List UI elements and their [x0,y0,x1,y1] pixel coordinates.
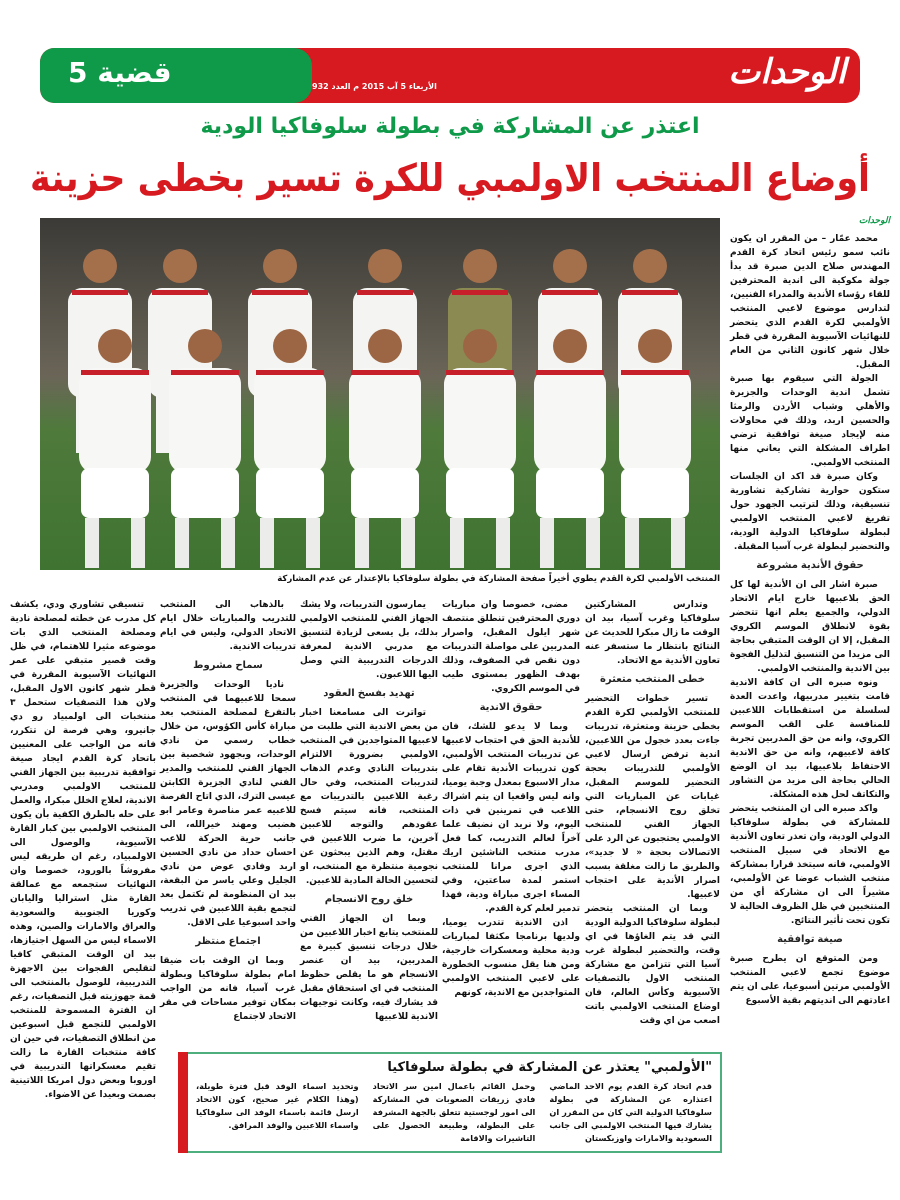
box-column: قدم اتحاد كرة القدم يوم الاحد الماضي اعتذاره عن المشاركة في بطولة سلوفاكيا الدولية التي كان من المقرر ان يشارك فيها المنتخب الاولمبي الى جانب السعودية والامارات واوزبكستان [549,1081,712,1143]
paragraph: ونوه صبره الى ان كافة الاندية قامت بتغيير مدربيها، واعدت العدة لسلسلة من استقطابات اللاعبين للمنافسة على القب الموسم الكروي، وانه من حق المدربين تجربة كافة لاعبيهم، وانه من حق الاندية الاحتفاظ بلاعبيها، بيد ان الوضع الحالي بحاجة الى مزيد من التشاور والتكاتف لحل هذه المشكلة. [730,678,890,800]
article-column-2 [585,598,720,1028]
article-source: الوحدات [858,216,890,226]
team-photo [40,218,720,570]
article-kicker: اعتذر عن المشاركة في بطولة سلوفاكيا الودية [200,114,700,139]
paragraph: صبرة اشار الى ان الأندية لها كل الحق بلاعبيها خارج ايام الاتحاد الدولي، والجميع يعلم انها تتحضر بقوة لانطلاق الموسم الكروي المقبل، إلا ان الوقت المتبقي بحاجة الى مزيدا من التنسيق لتذليل الفجوة بين الاندية والمنتخب الاولمبي. [730,580,890,674]
subheading: سماح مشروط [193,660,263,671]
issue-date: الأربعاء 5 آب 2015 م العدد 932 [312,82,437,91]
paragraph: وبما ان الوقت بات ضيقا امام بطولة سلوفاكيا وبطولة غرب آسيا، فانه من الواجب بمكان توفير مساحات في مقر الاتحاد لاجتماع [160,956,296,1022]
subheading: حقوق الأندية مشروعة [756,560,864,571]
section-label: قضية 5 [68,56,172,89]
article-column-1 [730,214,890,1008]
subheading: صيغة توافقية [777,934,843,945]
paragraph: مضى، خصوصا وان مباريات دوري المحترفين تنطلق منتصف شهر ايلول المقبل، واصرار المدربين على مواصلة التدريبات دون نقص في الصفوف، وذلك بهدف الظهور بمستوى طيب في الموسم الكروي. [442,600,580,694]
paragraph: يمارسون التدريبات، ولا يشك الجهاز الفني للمنتخب الاولمبي بذلك، بل يسعى لزيادة لتنسيق مع مدربي الاندية لمعرفة الدرجات التدريبية التي وصل اليها اللاعبون. [300,600,438,680]
subheading: تهديد بفسخ العقود [323,688,415,699]
paragraph: اذن الاندية تتدرب يوميا، ولديها برنامجا مكثفا لمباريات ودية محلية ومعسكرات خارجية، ومن هنا يقل منسوب الخطورة على لاعبي المنتخب الاولمبي المتواجدين مع الاندية، كونهم [442,918,580,998]
article-headline: أوضاع المنتخب الاولمبي للكرة تسير بخطى حزينة [30,156,870,200]
box-accent-bar [178,1052,188,1153]
article-column-3 [442,598,580,1000]
paragraph: وبما لا يدعو للشك، فان للأندية الحق في احتجاب لاعبيها عن تدريبات المنتخب الأولمبي، كون تدريبات الأندية تقام على مدار الاسبوع بمعدل وجبة يوميا، وانه ليس واقعيا ان يتم اشراك اللاعب في تمرينين في ذات اليوم، ولا نريد ان نضيف علما آخراً لعالم التدريب، كما فعل مدرب منتخب الناشئين اريك الذي اجرى مرانا للمنتخب استمر لمدة ساعتين، وفي المساء اجرى مباراة ودية، فهذا تدمير لعلم كرة القدم. [442,722,580,914]
paragraph: الجولة التي سيقوم بها صبرة تشمل اندية الوحدات والجزيرة والأهلي وشباب الأردن والرمثا والحسين اربد، وذلك في محاولات منه لإيجاد صيغة توافقية ترضي اطراف المشكلة التي يعاني منها المنتخب الاولمبي. [730,374,890,468]
paragraph: واكد صبره الى ان المنتخب يتحضر للمشاركة في بطولة سلوفاكيا الدولي الودية، وان تعذر تعاون الأندية مع الاتحاد في سبيل المنتخب الاولمبي، فانه سيتخذ قرارا بمشاركة منتخب الشباب عوضا عن الأولمبي، مشيراً الى ان مشاركة أي من المنتخبين في ظل الظروف الحالية لا تكون تحت تأثير النتائج. [730,804,890,926]
sidebar-box [178,1052,722,1153]
box-title: "الأولمبي" يعتذر عن المشاركة في بطولة سلوفاكيا [387,1060,712,1075]
paragraph: وكان صبرة قد اكد ان الجلسات ستكون حوارية تشاركية تشاورية تنسيقية، وذلك لترتيب الجهود حول تفريغ لاعبي المنتخب الاولمبي لبطولة سلوفاكيا الدولية الودية، والتحضير لبطولة غرب آسيا المقبلة. [730,472,890,552]
article-column-6 [10,598,156,1102]
article-column-5 [160,598,296,1024]
subheading: اجتماع منتظر [195,936,261,947]
paragraph: تسير خطوات التحضير للمنتخب الأولمبي لكرة القدم بخطى حزينة ومتعثرة، تدريبات جاءت بعدد خجول من اللاعبين، اندية ترفض ارسال لاعبي الأولمبي للتدريبات بحجة التحضير للموسم المقبل، غيابات عن المباريات التي تخلق روح الانسجام، حتى الجهاز الفني للمنتخب الاولمبي يحتجبون عن الرد على الاتصالات بحجة « لا جديد»، والطريق ما زالت مغلقة بسبب اصرار الأندية على احتجاب لاعبيها. [585,694,720,900]
paragraph: وتدارس المشاركتين سلوفاكيا وغرب آسيا، بيد ان الوقت ما زال مبكرا للحديث عن النتائج بانتظار ما ستسفر عنه تعاون الأندية مع الاتحاد. [585,600,720,666]
paragraph: وبما ان الجهاز الفني للمنتخب يتابع اخبار اللاعبين من خلال درجات تنسيق كبيرة مع المدربين، بيد ان عنصر الانسجام هو ما يقلص حظوظ المنتخب في اي استحقاق مقبل قد يشارك فيه، وكانت توجيهات الاندية للاعبيها [300,914,438,1022]
subheading: حقوق الاندية [479,702,543,713]
paragraph: وبما ان المنتخب يتحضر لبطولة سلوفاكيا الدولية الودية التي قد يتم الغاؤها في اي وقت، والتحضير لبطولة غرب آسيا التي تتزامن مع مشاركة المنتخب الاول بالتصفيات الآسيوية وكأس العالم، فان اوضاع المنتخب الاولمبي باتت اصعب من اي وقت [585,904,720,1026]
paragraph: ومن المتوقع ان يطرح صبرة موضوع تجمع لاعبي المنتخب الأولمبي مرتين أسبوعيا، على ان يتم اعادتهم الى انديتهم بقية الأسبوع [730,954,890,1006]
article-column-4 [300,598,438,1024]
page-header-bar [40,48,860,103]
paragraph: بالذهاب الى المنتخب للتدريب والمباريات خلال ايام الاتحاد الدولي، وليس في ايام تدريبات الاندية. [160,600,296,652]
box-column: وحمل القائم باعمال امين سر الاتحاد فادي زريقات الصعوبات في المشاركة الى امور لوجستية تتعلق بالجهة المشرفة على البطولة، وطبيعة الحصول على التاشيرات والاقامة [372,1081,536,1143]
newspaper-logo: الوحدات [728,52,846,92]
box-column: وتحديد اسماء الوفد قبل فترة طويلة، (وهذا الكلام غير صحيح، كون الاتحاد ارسل قائمة باسماء الوفد الى سلوفاكيا واسماء اللاعبين والوفد المرافق. [195,1081,359,1130]
subheading: خطى المنتخب متعثرة [600,674,705,685]
paragraph: ناديا الوحدات والجزيرة سمحا للاعبيهما في المنتخب بالتفرغ لمصلحة المنتخب بعد مباراة كأس الكؤوس، من خلال خطاب رسمي من نادي الوحدات، وبجهود شخصية بين الجهاز الفني للمنتخب والمدير الفني لنادي الجزيرة الكابتن عيسى الترك، الذي اتاح الفرصة للاعبيه عمر مناصرة وعامر ابو هضيب ومهند خيرالله، الى جانب حرية الحركة للاعب احسان حداد من نادي الحسين اربد وفادي عوض من نادي الجليل وعلي ياسر من البقعة، بيد ان المنظومة لم تكتمل بعد لتجمع بقية اللاعبين في تدريب واحد اسبوعيا على الاقل. [160,680,296,928]
subheading: خلق روح الانسجام [324,894,414,905]
paragraph: تواترت الى مسامعنا اخبار من بعض الاندية التي طلبت من لاعبيها المتواجدين في المنتخب الاولمبي بضرورة الالتزام بتدريبات النادي وعدم الذهاب لتدريبات المنتخب، وفي حال رغبة اللاعبين بالتدريبات مع المنتخب، فانه سيتم فسخ عقودهم والتوجه للاعبين آخرين، ما ضرب اللاعبين في مقتل، وهم الذين يبحثون عن نجومية منتظرة مع المنتخب، او لتحسين الحالة المادية للاعبين. [300,708,438,886]
box-columns [196,1080,712,1145]
photo-caption: المنتخب الأولمبي لكرة القدم يطوي أخيراً صفحة المشاركة في بطولة سلوفاكيا بالإعتذار عن عدم المشاركة [277,574,720,584]
headline-area [30,150,870,206]
paragraph: تنسيقي تشاوري ودي، يكشف كل مدرب عن خطته لمصلحة نادية ومصلحة المنتخب الذي بات موضوعه مثيرا للاهتمام، في ظل وقت قصير متبقي على عمر النهائيات الآسيوية المقررة في قطر شهر كانون الاول المقبل، ولان هذا التصفيات ستحمل ٣ منتخبات الى اولمبياد رو دي جانيرو، وهي فرصة لن تتكرر، فانه من الواجب على المعنيين باتحاد كرة القدم ايجاد صيغة توافقية تدريبية بين الجهاز الفني للمنتخب الاولمبي ومدربي الاندية، لعلاج الخلل مبكرا، والعمل على حله بالطرق الكفية بأن يكون المنتخب الاولمبي بين كبار القارة الآسيوية، والوصول الى الاولمبياد، رغم ان طريقه ليس مفروشاً بالورود، خصوصا وان النهائيات ستجمعه مع عمالقة القارة مثل استراليا واليابان وكوريا الجنوبية والسعودية والعراق والامارات والصين، وهذه الاسماء ليس من السهل اجتيازها، بيد ان الوقت المتبقي كافيا لتقليص الفجوات بين الاجهزة التدريبية، للوصول بالمنتخب الى قمة جهوزيته قبل التصفيات، رغم ان الفترة المسموحة للمنتخب الاولمبي للتجمع قبل اسبوعين من انطلاق التصفيات، في حين ان كافة منتخبات القارة ما زالت تقيم معسكراتها التدريبية في اوروبا وبعض دول امريكا اللاتينية بصمت وبعيدا عن الاضواء. [10,600,156,1100]
paragraph: محمد عمّار – من المقرر ان يكون نائب سمو رئيس اتحاد كرة القدم المهندس صلاح الدين صبرة قد بدأ جولة مكوكية الى اندية المحترفين للقاء رؤساء الأندية والمدراء الفنيين، لتدارس موضوع لاعبي المنتخب الأولمبي لكرة القدم الذي يتحضر للنهائيات الآسيوية المقررة في قطر خلال شهر كانون الثاني من العام المقبل. [730,234,890,370]
